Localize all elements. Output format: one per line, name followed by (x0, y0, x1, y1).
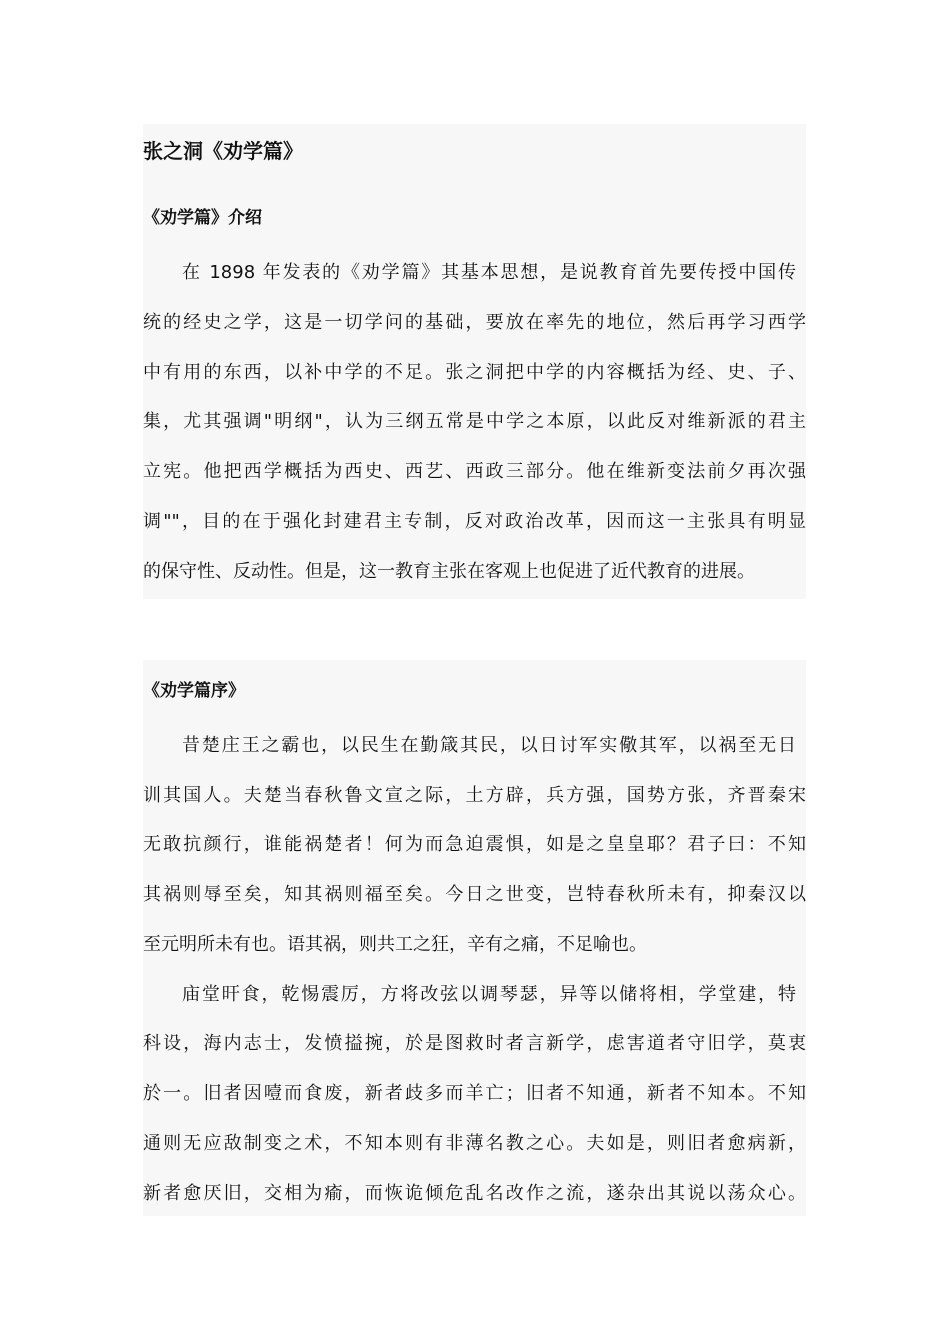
intro-line: 统的经史之学，这是一切学问的基础，要放在率先的地位，然后再学习西学 (143, 312, 806, 333)
preface-line: 无敢抗颜行，谁能祸楚者！何为而急迫震惧，如是之皇皇耶？君子曰：不知 (143, 834, 806, 855)
intro-line: 集，尤其强调"明纲"，认为三纲五常是中学之本原，以此反对维新派的君主 (143, 411, 806, 432)
intro-line: 立宪。他把西学概括为西史、西艺、西政三部分。他在维新变法前夕再次强 (143, 461, 806, 482)
preface-line: 至元明所未有也。语其祸，则共工之狂，辛有之痛，不足喻也。 (143, 934, 647, 955)
preface-line: 昔楚庄王之霸也，以民生在勤箴其民，以日讨军实儆其军，以祸至无日 (182, 735, 796, 756)
document-title: 张之洞《劝学篇》 (143, 139, 303, 163)
preface-line: 庙堂旰食，乾惕震厉，方将改弦以调琴瑟，异等以储将相，学堂建，特 (182, 984, 796, 1005)
preface-line: 新者愈厌旧，交相为瘉，而恢诡倾危乱名改作之流，遂杂出其说以荡众心。 (143, 1183, 806, 1204)
intro-line: 中有用的东西，以补中学的不足。张之洞把中学的内容概括为经、史、子、 (143, 362, 806, 383)
intro-line: 的保守性、反动性。但是，这一教育主张在客观上也促进了近代教育的进展。 (143, 561, 755, 582)
preface-line: 於一。旧者因噎而食废，新者歧多而羊亡；旧者不知通，新者不知本。不知 (143, 1083, 806, 1104)
preface-line: 其祸则辱至矣，知其祸则福至矣。今日之世变，岂特春秋所未有，抑秦汉以 (143, 884, 806, 905)
intro-line: 调""，目的在于强化封建君主专制，反对政治改革，因而这一主张具有明显 (143, 511, 806, 532)
preface-line: 科设，海内志士，发愤搤捥，於是图救时者言新学，虑害道者守旧学，莫衷 (143, 1033, 806, 1054)
intro-line: 在 1898 年发表的《劝学篇》其基本思想，是说教育首先要传授中国传 (182, 262, 796, 283)
preface-line: 通则无应敌制变之术，不知本则有非薄名教之心。夫如是，则旧者愈病新， (143, 1133, 806, 1154)
preface-line: 训其国人。夫楚当春秋鲁文宣之际，土方辟，兵方强，国势方张，齐晋秦宋 (143, 785, 806, 806)
intro-heading: 《劝学篇》介绍 (143, 208, 262, 228)
preface-heading: 《劝学篇序》 (143, 681, 245, 701)
